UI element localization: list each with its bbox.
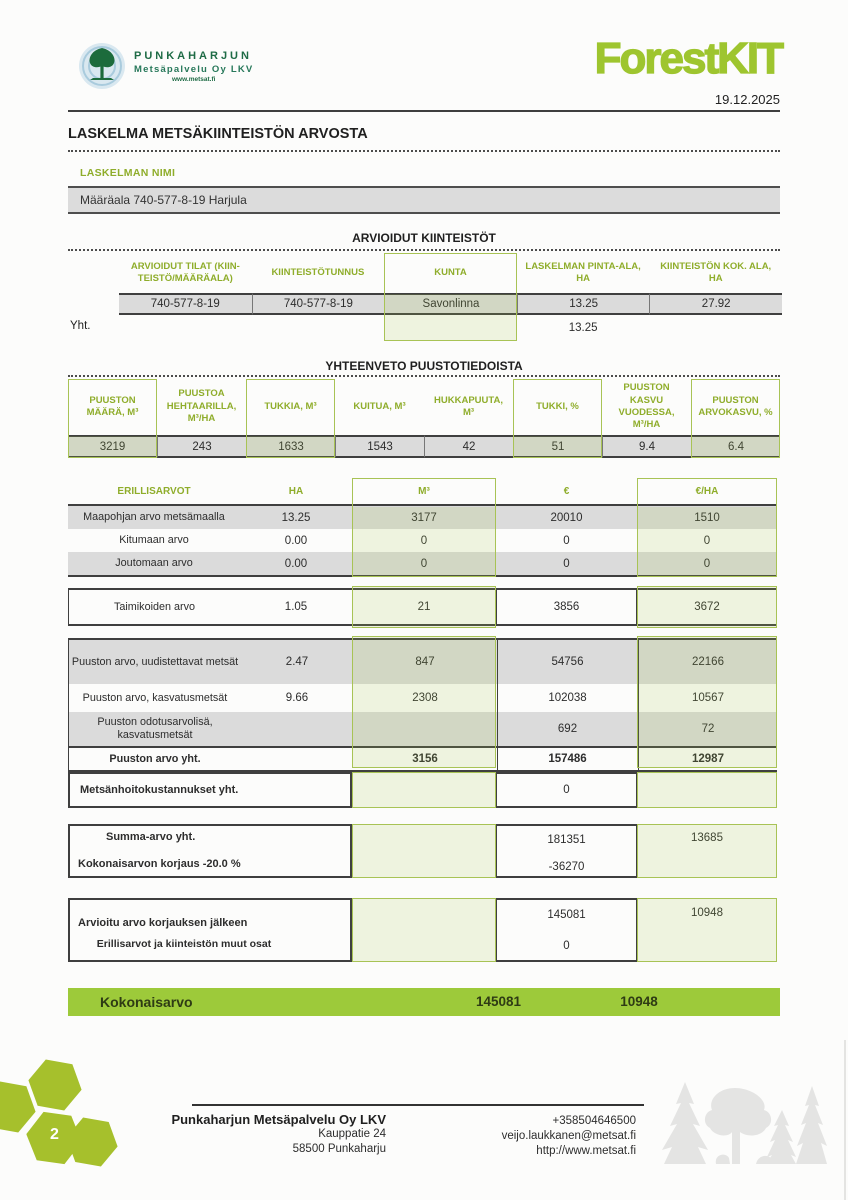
forest-silhouette — [660, 1080, 830, 1175]
eur-value: -36270 — [548, 860, 585, 873]
scan-edge-artifact — [844, 1040, 846, 1200]
column-header: PUUSTOA HEHTAARILLA, M³/HA — [166, 388, 237, 425]
table-row: Kitumaan arvo 0.00 0 0 0 — [119, 534, 711, 547]
table-cell: 42 — [424, 435, 513, 458]
table-cell: 13.25 — [517, 293, 650, 315]
table-cell: 1633 — [246, 435, 335, 458]
table-row: Puuston arvo, kasvatusmetsät 9.66 2308 102038 10567 — [82, 691, 724, 704]
table-row: Puuston odotusarvolisä, kasvatusmetsät 692 72 — [69, 712, 777, 746]
calc-name-label: LASKELMAN NIMI — [80, 167, 176, 179]
total-eur: 145081 — [475, 994, 522, 1009]
properties-table — [119, 253, 782, 341]
column-header: TUKKI, % — [536, 400, 579, 412]
eur-ha-value: 13685 — [691, 831, 723, 844]
column-header: PUUSTON ARVOKASVU, % — [698, 394, 773, 418]
eur-value: 145081 — [547, 909, 586, 921]
table-cell: 740-577-8-19 — [252, 293, 385, 315]
table-cell: 27.92 — [649, 293, 782, 315]
table-cell: 6.4 — [691, 435, 780, 458]
footer-street: Kauppatie 24 — [318, 1128, 386, 1140]
total-value-band — [68, 988, 780, 1016]
dotted-divider — [68, 375, 780, 377]
seedling-row: Taimikoiden arvo 1.05 21 3856 3672 — [68, 588, 777, 626]
column-header: M³ — [418, 485, 430, 497]
dotted-divider — [68, 249, 780, 251]
table-row: Joutomaan arvo 0.00 0 0 0 — [68, 552, 777, 577]
column-header: KIINTEISTÖN KOK. ALA, HA — [660, 260, 772, 284]
eur-value: 0 — [496, 772, 637, 808]
footer-city: 58500 Punkaharju — [292, 1143, 386, 1155]
column-header: KUNTA — [434, 266, 467, 278]
column-header: PUUSTON KASVU VUODESSA, M³/HA — [618, 382, 675, 431]
table-cell: Savonlinna — [384, 293, 517, 315]
forestkit-logo: ForestKIT — [594, 34, 782, 83]
column-header: ARVIOIDUT TILAT (KIINTEISTÖ/MÄÄRÄALA) — [130, 260, 240, 284]
total-eur-ha: 10948 — [620, 994, 658, 1009]
costs-row — [68, 772, 777, 808]
footer-company: Punkaharjun Metsäpalvelu Oy LKV — [171, 1112, 386, 1127]
column-header: HA — [288, 485, 304, 497]
row-label: Metsänhoitokustannukset yht. — [80, 784, 239, 796]
row-label: Arvioitu arvo korjauksen jälkeen — [78, 917, 248, 930]
eur-ha-value — [637, 928, 777, 960]
footer-contact-block — [436, 1114, 636, 1159]
timber-value-block — [68, 638, 777, 772]
column-header: ERILLISARVOT — [117, 485, 191, 497]
column-header: KUITUA, M³ — [353, 400, 406, 412]
footer-phone: +358504646500 — [552, 1115, 636, 1127]
page-title: LASKELMA METSÄKIINTEISTÖN ARVOSTA — [68, 126, 780, 152]
column-header: TUKKIA, M³ — [264, 400, 317, 412]
stand-summary-table — [68, 379, 780, 458]
table-cell: 9.4 — [602, 435, 691, 458]
table-row-total: Puuston arvo yht. 3156 157486 12987 — [69, 746, 777, 770]
footer-email: veijo.laukkanen@metsat.fi — [501, 1130, 636, 1142]
table-row: Maapohjan arvo metsämaalla 13.25 3177 20010 1510 — [68, 506, 777, 529]
table-cell: 3219 — [68, 435, 157, 458]
row-label: Kokonaisarvon korjaus -20.0 % — [78, 858, 241, 870]
page-number: 2 — [50, 1126, 59, 1143]
table-cell: 740-577-8-19 — [119, 293, 252, 315]
calc-name-value: Määräala 740-577-8-19 Harjula — [68, 186, 780, 214]
column-header: € — [563, 485, 570, 497]
column-header: HUKKAPUUTA, M³ — [434, 394, 503, 418]
row-label: Erillisarvot ja kiinteistön muut osat — [96, 938, 272, 951]
eur-value: 0 — [563, 940, 570, 952]
stand-summary-title: YHTEENVETO PUUSTOTIEDOISTA — [325, 359, 523, 373]
row-label: Summa-arvo yht. — [106, 831, 196, 843]
footer-address-block — [158, 1112, 386, 1157]
brand-subtitle: Metsäpalvelu Oy LKV — [134, 64, 254, 75]
eur-value: 181351 — [547, 833, 586, 846]
total-label: Kokonaisarvo — [100, 994, 193, 1010]
table-cell: 51 — [513, 435, 602, 458]
table-cell: 243 — [157, 435, 246, 458]
report-date: 19.12.2025 — [714, 92, 780, 107]
eur-ha-value — [637, 851, 777, 878]
header-rule — [68, 110, 780, 112]
properties-section-title: ARVIOIDUT KIINTEISTÖT — [352, 231, 496, 245]
table-cell: 1543 — [335, 435, 424, 458]
eur-ha-value: 10948 — [691, 907, 723, 919]
footer-web: http://www.metsat.fi — [536, 1145, 636, 1157]
valuation-header-row — [68, 478, 777, 506]
total-area-value: 13.25 — [568, 322, 598, 334]
brand-name: PUNKAHARJUN — [134, 50, 252, 62]
total-row-label: Yht. — [70, 320, 91, 332]
adjusted-block — [68, 898, 777, 962]
company-logo-text — [134, 42, 253, 83]
brand-url: www.metsat.fi — [171, 76, 216, 83]
table-row: Puuston arvo, uudistettavat metsät 2.47 847 54756 22166 — [69, 640, 777, 684]
footer-rule — [192, 1104, 644, 1106]
column-header: PUUSTON MÄÄRÄ, M³ — [86, 394, 139, 418]
column-header: LASKELMAN PINTA-ALA, HA — [525, 260, 641, 284]
company-logo-icon — [78, 42, 126, 95]
valuation-table — [68, 478, 777, 577]
sum-block — [68, 824, 777, 878]
column-header: KIINTEISTÖTUNNUS — [271, 266, 365, 278]
column-header: €/HA — [695, 485, 719, 497]
company-logo — [78, 42, 253, 95]
